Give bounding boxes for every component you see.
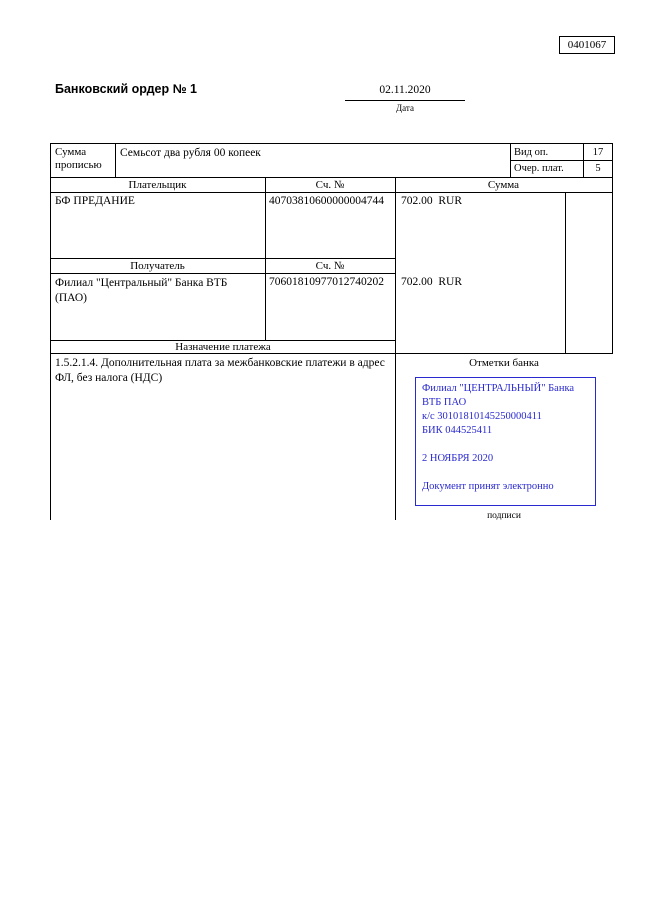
- stamp-line: [422, 466, 589, 480]
- stamp-line: к/с 30101810145250000411: [422, 411, 542, 422]
- stamp-line: Документ принят электронно: [422, 481, 554, 492]
- signatures-label: подписи: [487, 511, 521, 521]
- ocher-plat-label: Очер. плат.: [514, 163, 564, 174]
- sum-column-divider: [565, 192, 566, 353]
- receiver-header-bottom-border: [50, 273, 396, 274]
- receiver-column-header: Получатель: [130, 260, 185, 272]
- payer-account-column-header: Сч. №: [315, 179, 345, 191]
- stamp-line: 2 НОЯБРЯ 2020: [422, 453, 494, 464]
- op-codes-left-border: [510, 143, 511, 177]
- payer-sum-value: 702.00 RUR: [401, 195, 463, 207]
- date-underline: [345, 100, 465, 101]
- stamp-line: Филиал "ЦЕНТРАЛЬНЫЙ" Банка: [422, 383, 575, 394]
- payer-account-divider: [265, 177, 266, 340]
- vid-op-label: Вид оп.: [514, 147, 549, 158]
- stamp-line: [422, 438, 589, 452]
- stamp-line: ВТБ ПАО: [422, 397, 467, 408]
- purpose-column-header: Назначение платежа: [175, 341, 271, 353]
- op-codes-divider: [510, 160, 613, 161]
- form-code-value: 0401067: [567, 39, 607, 51]
- amount-words-label-line2: прописью: [55, 159, 102, 171]
- receiver-account-column-header: Сч. №: [315, 260, 345, 272]
- table-border-left: [50, 143, 51, 520]
- payer-account-number: 40703810600000004744: [269, 195, 384, 207]
- bank-marks-header: Отметки банка: [469, 357, 539, 369]
- date-value: 02.11.2020: [379, 84, 431, 96]
- table-border-top: [50, 143, 613, 144]
- sum-column-header: Сумма: [487, 179, 520, 191]
- header-row-bottom-border: [50, 192, 613, 193]
- amount-words-value: Семьсот два рубля 00 копеек: [120, 147, 261, 159]
- document-title: Банковский ордер № 1: [55, 82, 197, 96]
- date-label: Дата: [396, 103, 414, 113]
- receiver-account-number: 70601810977012740202: [269, 276, 384, 288]
- receiver-name: Филиал "Центральный" Банка ВТБ (ПАО): [55, 277, 228, 304]
- receiver-header-top-border: [50, 258, 396, 259]
- stamp-line: БИК 044525411: [422, 425, 493, 436]
- row1-bottom-border: [50, 177, 613, 178]
- receiver-sum-value: 702.00 RUR: [401, 276, 463, 288]
- amount-words-label-line1: Сумма: [55, 146, 87, 158]
- amount-words-label-divider: [115, 143, 116, 177]
- table-border-right: [612, 143, 613, 354]
- payer-name: БФ ПРЕДАНИЕ: [55, 195, 135, 207]
- form-code-box: [559, 36, 615, 54]
- payer-column-header: Плательщик: [128, 179, 187, 191]
- ocher-plat-value: 5: [595, 163, 601, 174]
- vid-op-value: 17: [592, 147, 604, 158]
- purpose-text: 1.5.2.1.4. Дополнительная плата за межбанковские платежи в адрес ФЛ, без налога (НДС): [55, 357, 385, 384]
- bank-stamp: [415, 377, 596, 506]
